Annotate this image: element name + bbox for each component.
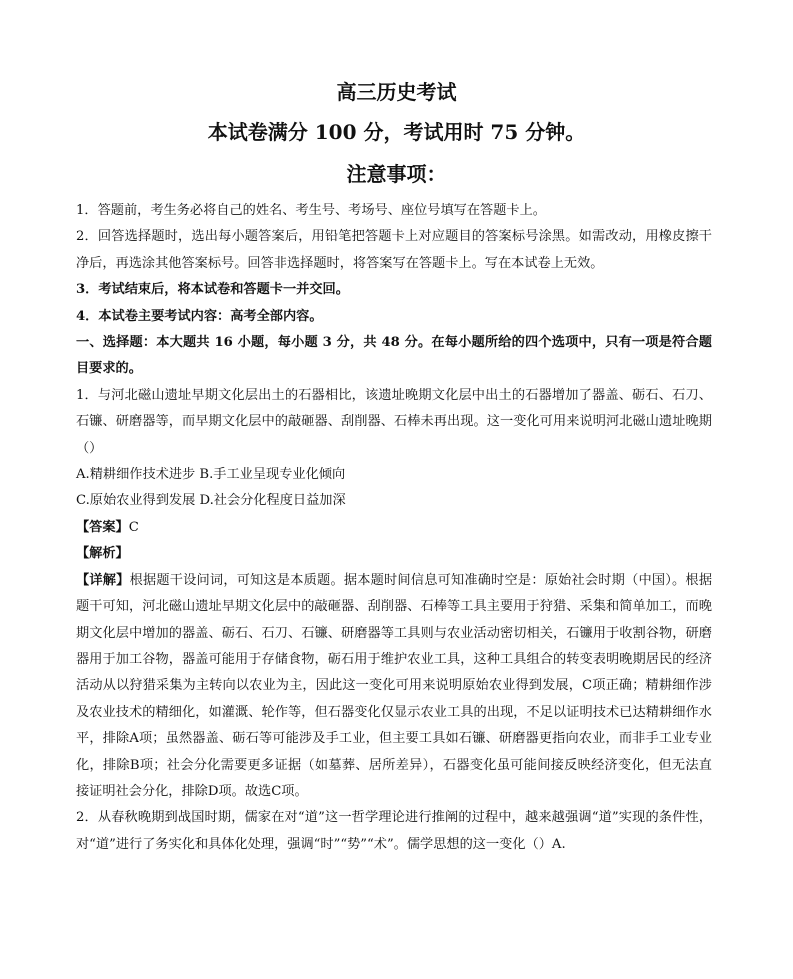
- detail-label: 【详解】: [76, 572, 130, 588]
- answer-value: C: [128, 519, 139, 535]
- note-item: 1．答题前，考生务必将自己的姓名、考生号、考场号、座位号填写在答题卡上。: [76, 203, 546, 218]
- notes-heading: 注意事项：: [346, 162, 447, 186]
- detail-paragraph: [76, 568, 712, 806]
- section-heading: 一、选择题：本大题共 16 小题，每小题 3 分，共 48 分。在每小题所给的四个选项中，只有一项是符合题目要求的。: [76, 335, 712, 377]
- analysis-line: [76, 541, 712, 567]
- note-item: 2．回答选择题时，选出每小题答案后，用铅笔把答题卡上对应题目的答案标号涂黑。如需改动，用橡皮擦干净后，再选涂其他答案标号。回答非选择题时，将答案写在答题卡上。写在本试卷上无效。: [76, 229, 712, 271]
- document-body: [76, 198, 712, 858]
- note-item: 4．本试卷主要考试内容：高考全部内容。: [76, 308, 323, 324]
- detail-text: 根据题干设问词，可知这是本质题。据本题时间信息可知准确时空是：原始社会时期（中国）。根据题干可知，河北磁山遗址早期文化层中的敲砸器、刮削器、石棒等工具主要用于狩猎、采集和简单加工，而晚期文化层中增加的器盖、砺石、石刀、石镰、研磨器等工具则与农业活动密切相关，石镰用于收割谷物，研磨器用于加工谷物，器盖可能用于存储食物，砺石用于维护农业工具，这种工具组合的转变表明晚期居民的经济活动从以狩猎采集为主转向以农业为主，因此这一变化可用来说明原始农业得到发展，C项正确；精耕细作涉及农业技术的精细化，如灌溉、轮作等，但石器变化仅显示农业工具的出现，不足以证明技术已达精耕细作水平，排除A项；虽然器盖、砺石等可能涉及手工业，但主要工具如石镰、研磨器更指向农业，而非手工业专业化，排除B项；社会分化需要更多证据（如墓葬、居所差异），石器变化虽可能间接反映经济变化，但无法直接证明社会分化，排除D项。故选C项。: [76, 572, 713, 799]
- answer-label: 【答案】: [76, 519, 129, 535]
- question-options: C.原始农业得到发展 D.社会分化程度日益加深: [76, 493, 346, 509]
- question-options: A.精耕细作技术进步 B.手工业呈现专业化倾向: [76, 467, 346, 483]
- analysis-label: 【解析】: [76, 546, 129, 562]
- question-stem: 1．与河北磁山遗址早期文化层出土的石器相比，该遗址晚期文化层中出土的石器增加了器盖、砺石、石刀、石镰、研磨器等，而早期文化层中的敲砸器、刮削器、石棒未再出现。这一变化可用来说明河北磁山遗址晚期（）: [76, 387, 712, 456]
- answer-line: [76, 515, 712, 541]
- page-title: 高三历史考试: [336, 80, 457, 104]
- exam-subtitle: 本试卷满分 100 分，考试用时 75 分钟。: [207, 120, 586, 144]
- question-stem: 2．从春秋晚期到战国时期，儒家在对“道”这一哲学理论进行推阐的过程中，越来越强调“道”实现的条件性，对“道”进行了务实化和具体化处理，强调“时”“势”“术”。儒学思想的这一变化（）A.: [76, 810, 712, 852]
- note-item: 3．考试结束后，将本试卷和答题卡一并交回。: [76, 282, 349, 298]
